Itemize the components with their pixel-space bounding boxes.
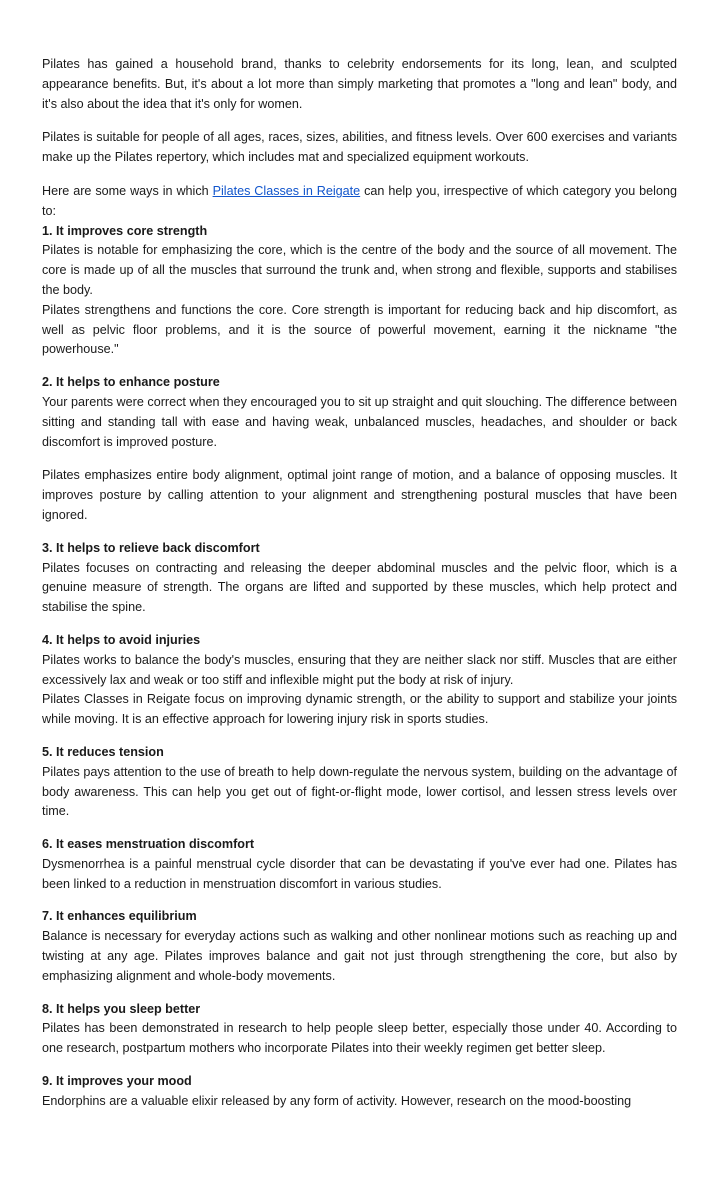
pilates-classes-link[interactable]: Pilates Classes in Reigate <box>212 183 361 198</box>
intro-text-after-link: can help you, irrespective of which category you belong to: <box>42 183 677 218</box>
section-paragraph: Pilates strengthens and functions the core. Core strength is important for reducing back and hip discomfort, as well as pelvic floor problems, and it is the source of powerful movement, earning it the nickname "the powerhouse." <box>42 302 677 357</box>
section-paragraph: Pilates Classes in Reigate focus on improving dynamic strength, or the ability to support and stabilize your joints while moving. It is an effective approach for lowering injury risk in sports studies. <box>42 692 677 727</box>
section-sleep <box>42 1000 677 1059</box>
section-heading: 3. It helps to relieve back discomfort <box>42 540 260 555</box>
section-heading: 1. It improves core strength <box>42 223 208 238</box>
section-paragraph: Pilates pays attention to the use of breath to help down-regulate the nervous system, building on the advantage of body awareness. This can help you get out of fight-or-flight mode, lower cortisol, and lessen stress levels over time. <box>42 764 677 819</box>
section-injuries <box>42 631 677 730</box>
section-heading: 2. It helps to enhance posture <box>42 375 220 390</box>
section-posture <box>42 373 677 526</box>
section-heading: 7. It enhances equilibrium <box>42 909 197 924</box>
section-back-discomfort <box>42 539 677 618</box>
intro-paragraph-2: Pilates is suitable for people of all ages, races, sizes, abilities, and fitness levels. Over 600 exercises and variants make up the Pilates repertory, which includes mat and specialized equipment workouts. <box>42 130 677 165</box>
section-heading: 4. It helps to avoid injuries <box>42 632 201 647</box>
section-paragraph: Pilates focuses on contracting and releasing the deeper abdominal muscles and the pelvic floor, which is a genuine measure of strength. The organs are lifted and supported by these muscles, which help protect and stabilise the spine. <box>42 560 677 615</box>
section-paragraph: Balance is necessary for everyday actions such as walking and other nonlinear motions such as reaching up and twisting at any age. Pilates improves balance and gait not just through strengthening the core, but also by emphasizing alignment and whole-body movements. <box>42 929 677 983</box>
section-heading: 5. It reduces tension <box>42 744 164 759</box>
section-tension <box>42 743 677 822</box>
section-paragraph: Pilates has been demonstrated in research to help people sleep better, especially those under 40. According to one research, postpartum mothers who incorporate Pilates into their weekly regimen get better sleep. <box>42 1021 677 1056</box>
section-paragraph: Endorphins are a valuable elixir released by any form of activity. However, research on the mood-boosting <box>42 1093 632 1108</box>
intro-paragraph-1: Pilates has gained a household brand, thanks to celebrity endorsements for its long, lean, and sculpted appearance benefits. But, it's about a lot more than simply marketing that promotes a "long and lean" body, and it's also about the idea that it's only for women. <box>42 57 677 111</box>
section-mood <box>42 1072 677 1112</box>
document-page <box>42 55 677 1112</box>
section-paragraph: Pilates is notable for emphasizing the core, which is the centre of the body and the source of all movement. The core is made up of all the muscles that surround the trunk and, when strong and flexible, supports and stabilises the body. <box>42 243 677 297</box>
section-heading: 8. It helps you sleep better <box>42 1001 201 1016</box>
intro-paragraph-3 <box>42 182 677 222</box>
section-paragraph: Pilates works to balance the body's muscles, ensuring that they are neither slack nor stiff. Muscles that are either excessively lax and weak or too stiff and inflexible might put the body at risk of injury. <box>42 652 677 687</box>
section-paragraph: Your parents were correct when they encouraged you to sit up straight and quit slouching. The difference between sitting and standing tall with ease and having weak, unbalanced muscles, headaches, and shoulder or back discomfort is improved posture. <box>42 394 677 449</box>
section-equilibrium <box>42 907 677 986</box>
section-heading: 9. It improves your mood <box>42 1074 192 1089</box>
section-heading: 6. It eases menstruation discomfort <box>42 837 255 852</box>
section-menstruation <box>42 835 677 894</box>
section-paragraph: Dysmenorrhea is a painful menstrual cycle disorder that can be devastating if you've ever had one. Pilates has been linked to a reduction in menstruation discomfort in various studies. <box>42 856 677 891</box>
section-core-strength <box>42 222 677 361</box>
intro-text-before-link: Here are some ways in which <box>42 183 213 198</box>
section-paragraph: Pilates emphasizes entire body alignment, optimal joint range of motion, and a balance of opposing muscles. It improves posture by calling attention to your alignment and strengthening postural muscles that have been ignored. <box>42 468 677 522</box>
